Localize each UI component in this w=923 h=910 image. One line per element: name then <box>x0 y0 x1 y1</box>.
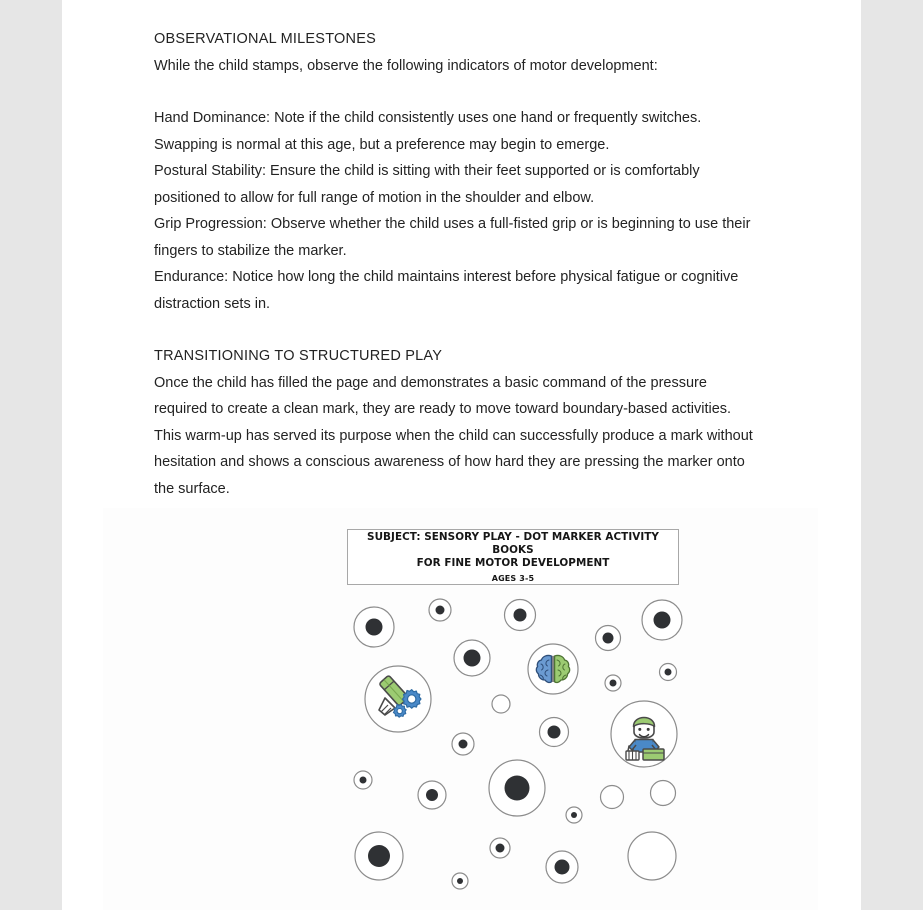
dot-marker <box>601 786 624 809</box>
document-sections <box>154 26 774 502</box>
dot-core <box>610 680 617 687</box>
dot-ring <box>601 786 624 809</box>
dot-marker <box>452 873 468 889</box>
dot-marker <box>628 832 676 880</box>
dot-core <box>505 776 530 801</box>
paragraph-line: positioned to allow for full range of motion in the shoulder and elbow. <box>154 189 595 206</box>
dot-marker <box>651 781 676 806</box>
brain-icon <box>528 644 578 694</box>
paragraph-line: This warm-up has served its purpose when the child can successfully produce a mark without <box>154 427 753 444</box>
dot-core <box>496 844 505 853</box>
dot-core <box>603 633 614 644</box>
section-spacer <box>154 317 774 343</box>
paragraph-line: the surface. <box>154 480 230 497</box>
paragraph-line: Once the child has filled the page and demonstrates a basic command of the pressure <box>154 374 707 391</box>
paragraph-line: Postural Stability: Ensure the child is sitting with their feet supported or is comfortably <box>154 163 700 179</box>
dot-core <box>459 740 468 749</box>
dot-core <box>464 650 481 667</box>
dot-marker <box>596 626 621 651</box>
paragraph-line: Hand Dominance: Note if the child consistently uses one hand or frequently switches. <box>154 110 702 126</box>
paragraph-line: required to create a clean mark, they are ready to move toward boundary-based activities. <box>154 401 732 417</box>
dot-marker <box>489 760 545 816</box>
crayon-gears-icon <box>365 666 431 732</box>
section-heading: OBSERVATIONAL MILESTONES <box>154 31 376 47</box>
dot-ring <box>492 695 510 713</box>
dot-marker <box>546 851 578 883</box>
figure-subtitle: AGES 3-5 <box>491 573 535 583</box>
child-reading-icon <box>611 701 677 767</box>
paragraph-line: Endurance: Notice how long the child maintains interest before physical fatigue or cognitive <box>154 269 739 285</box>
dot-core <box>555 860 570 875</box>
dot-marker <box>642 600 682 640</box>
dot-core <box>654 612 671 629</box>
dot-marker <box>605 675 621 691</box>
dot-pattern-canvas <box>103 508 818 910</box>
dot-core <box>436 606 445 615</box>
dot-core <box>665 669 672 676</box>
dot-core <box>360 777 367 784</box>
paragraph-line: Grip Progression: Observe whether the child uses a full-fisted grip or is beginning to use their <box>154 216 751 232</box>
dot-marker <box>505 600 536 631</box>
dot-marker <box>660 664 677 681</box>
dot-marker <box>429 599 451 621</box>
dot-marker <box>452 733 474 755</box>
dot-core <box>368 845 390 867</box>
paragraph-line: While the child stamps, observe the following indicators of motor development: <box>154 57 658 74</box>
figure-illustration <box>103 508 818 910</box>
dot-core <box>457 878 463 884</box>
paragraph-line: fingers to stabilize the marker. <box>154 242 347 259</box>
dot-core <box>571 812 577 818</box>
dot-marker <box>354 607 394 647</box>
dot-core <box>426 789 438 801</box>
document-sheet <box>62 0 861 910</box>
dot-marker <box>492 695 510 713</box>
top-spacer <box>154 0 774 26</box>
dot-marker <box>355 832 403 880</box>
figure-title-line-2: FOR FINE MOTOR DEVELOPMENT <box>416 556 610 569</box>
dot-core <box>514 609 527 622</box>
dot-marker <box>418 781 446 809</box>
paragraph-line: hesitation and shows a conscious awareness of how hard they are pressing the marker onto <box>154 454 745 470</box>
dot-marker <box>540 718 569 747</box>
dot-marker <box>490 838 510 858</box>
paragraph-line: Swapping is normal at this age, but a preference may begin to emerge. <box>154 136 610 153</box>
dot-core <box>548 726 561 739</box>
paragraph-line: distraction sets in. <box>154 295 271 312</box>
dot-ring <box>628 832 676 880</box>
dot-core <box>366 619 383 636</box>
dot-marker <box>454 640 490 676</box>
document-body <box>154 0 774 502</box>
figure-title-line-1: SUBJECT: SENSORY PLAY - DOT MARKER ACTIVITY BOOKS <box>367 530 659 556</box>
section-spacer <box>154 79 774 105</box>
section-heading: TRANSITIONING TO STRUCTURED PLAY <box>154 348 443 364</box>
dot-marker <box>566 807 582 823</box>
dot-marker <box>354 771 372 789</box>
dot-ring <box>651 781 676 806</box>
